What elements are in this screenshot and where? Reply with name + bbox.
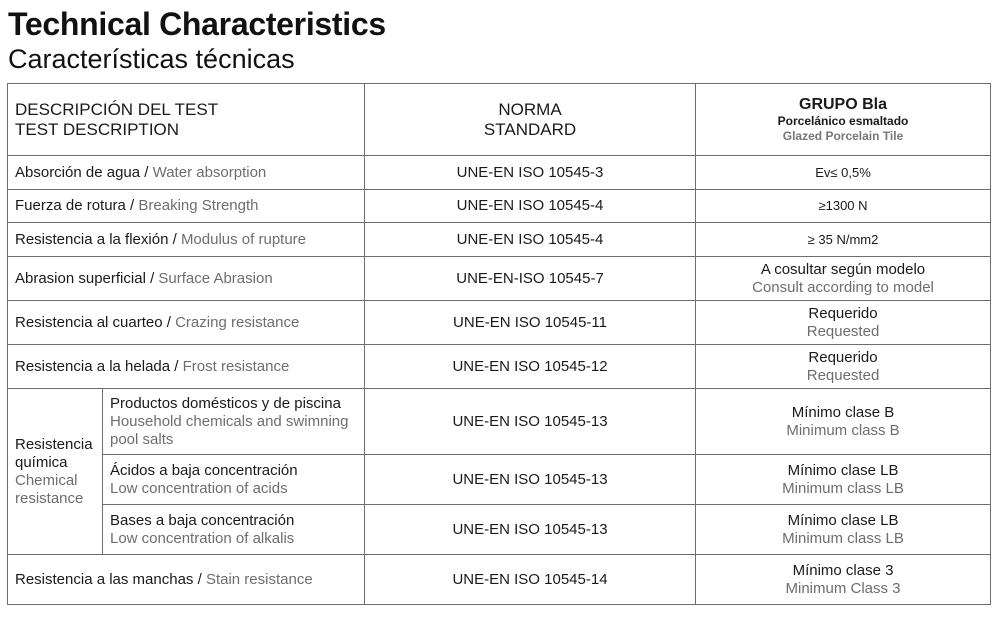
- desc-en-1: Low concentration of acids: [110, 479, 288, 497]
- value-es: Mínimo clase B: [791, 403, 895, 421]
- header-description-es: DESCRIPCIÓN DEL TEST: [15, 99, 219, 119]
- row-standard: UNE-EN ISO 10545-12: [365, 345, 696, 389]
- desc-es: Absorción de agua: [15, 163, 141, 181]
- table-row: [8, 257, 991, 301]
- row-standard: UNE-EN ISO 10545-4: [365, 190, 696, 223]
- header-standard-en: STANDARD: [483, 119, 577, 139]
- row-description: Resistencia al cuarteo / Crazing resistance: [8, 301, 365, 345]
- value-en: Requested: [806, 366, 880, 384]
- desc-en: Surface Abrasion: [158, 269, 273, 287]
- desc-es: Resistencia al cuarteo: [15, 313, 163, 331]
- desc-es: Fuerza de rotura: [15, 197, 126, 214]
- row-standard: UNE-EN ISO 10545-11: [365, 301, 696, 345]
- page-subtitle: Características técnicas: [8, 44, 295, 74]
- value-es: Requerido: [808, 304, 878, 322]
- table-row: [8, 345, 991, 389]
- chemical-label-es-2: química: [15, 453, 68, 471]
- header-standard-es: NORMA: [498, 99, 562, 119]
- value-es: A cosultar según modelo: [760, 260, 926, 278]
- row-description: Absorción de agua / Water absorption: [8, 156, 365, 190]
- header-group: [696, 84, 991, 156]
- chemical-resistance-label: [8, 389, 103, 555]
- table-row: [8, 389, 991, 455]
- desc-es: Bases a baja concentración: [110, 511, 295, 529]
- value-en: Minimum class B: [786, 421, 900, 439]
- value-en: Requested: [806, 322, 880, 340]
- desc-en: Breaking Strength: [138, 197, 259, 214]
- value-en: Minimum class LB: [782, 479, 904, 497]
- row-standard: UNE-EN-ISO 10545-7: [365, 257, 696, 301]
- table-row: [8, 555, 991, 605]
- value-en: Consult according to model: [752, 278, 934, 296]
- desc-es: Resistencia a la helada: [15, 357, 171, 375]
- desc-es: Ácidos a baja concentración: [110, 461, 298, 479]
- row-value: [696, 555, 991, 605]
- row-value: [696, 455, 991, 505]
- desc-en: Water absorption: [152, 163, 267, 181]
- header-description-en: TEST DESCRIPTION: [15, 119, 180, 139]
- desc-es: Resistencia a la flexión: [15, 230, 169, 248]
- table-row: [8, 301, 991, 345]
- row-description: [103, 505, 365, 555]
- desc-en-1: Low concentration of alkalis: [110, 529, 295, 547]
- value-es: Requerido: [808, 348, 878, 366]
- header-standard: [365, 84, 696, 156]
- value-es: Mínimo clase 3: [792, 561, 894, 579]
- desc-es: Resistencia a las manchas: [15, 570, 194, 588]
- row-standard: UNE-EN ISO 10545-3: [365, 156, 696, 190]
- value-es: Mínimo clase LB: [787, 461, 899, 479]
- table-row: [8, 455, 991, 505]
- desc-en-2: pool salts: [110, 430, 174, 448]
- chemical-label-en-1: Chemical: [15, 471, 78, 489]
- row-standard: UNE-EN ISO 10545-13: [365, 505, 696, 555]
- row-description: Resistencia a la helada / Frost resistance: [8, 345, 365, 389]
- row-value: Ev≤ 0,5%: [696, 156, 991, 190]
- table-row: [8, 505, 991, 555]
- technical-characteristics-table: [7, 83, 991, 605]
- row-description: [103, 389, 365, 455]
- chemical-label-en-2: resistance: [15, 489, 84, 507]
- row-value: ≥1300 N: [696, 190, 991, 223]
- desc-en: Crazing resistance: [175, 313, 300, 331]
- value-en: Minimum class LB: [782, 529, 904, 547]
- header-group-name: GRUPO Bla: [799, 96, 888, 113]
- header-group-en: Glazed Porcelain Tile: [782, 129, 904, 143]
- table-header-row: [8, 84, 991, 156]
- table-row: [8, 223, 991, 257]
- row-value: [696, 389, 991, 455]
- header-description: [8, 84, 365, 156]
- chemical-label-es-1: Resistencia: [15, 435, 93, 453]
- desc-en: Modulus of rupture: [180, 230, 307, 248]
- desc-en-1: Household chemicals and swimning: [110, 412, 349, 430]
- row-value: ≥ 35 N/mm2: [696, 223, 991, 257]
- table-row: [8, 190, 991, 223]
- page-title: Technical Characteristics: [8, 6, 386, 42]
- table-row: [8, 156, 991, 190]
- row-value: [696, 257, 991, 301]
- value-es: Mínimo clase LB: [787, 511, 899, 529]
- row-value: [696, 301, 991, 345]
- row-standard: UNE-EN ISO 10545-13: [365, 455, 696, 505]
- row-description: Abrasion superficial / Surface Abrasion: [8, 257, 365, 301]
- desc-es: Productos domésticos y de piscina: [110, 394, 341, 412]
- row-value: [696, 505, 991, 555]
- row-standard: UNE-EN ISO 10545-14: [365, 555, 696, 605]
- row-value: [696, 345, 991, 389]
- row-description: Fuerza de rotura / Breaking Strength: [8, 190, 365, 223]
- row-description: Resistencia a las manchas / Stain resistance: [8, 555, 365, 605]
- row-description: Resistencia a la flexión / Modulus of rupture: [8, 223, 365, 257]
- desc-en: Frost resistance: [182, 357, 290, 375]
- desc-es: Abrasion superficial: [15, 269, 146, 287]
- desc-en: Stain resistance: [205, 570, 313, 588]
- header-group-es: Porcelánico esmaltado: [777, 114, 909, 128]
- value-en: Minimum Class 3: [785, 579, 901, 597]
- row-standard: UNE-EN ISO 10545-13: [365, 389, 696, 455]
- row-standard: UNE-EN ISO 10545-4: [365, 223, 696, 257]
- row-description: [103, 455, 365, 505]
